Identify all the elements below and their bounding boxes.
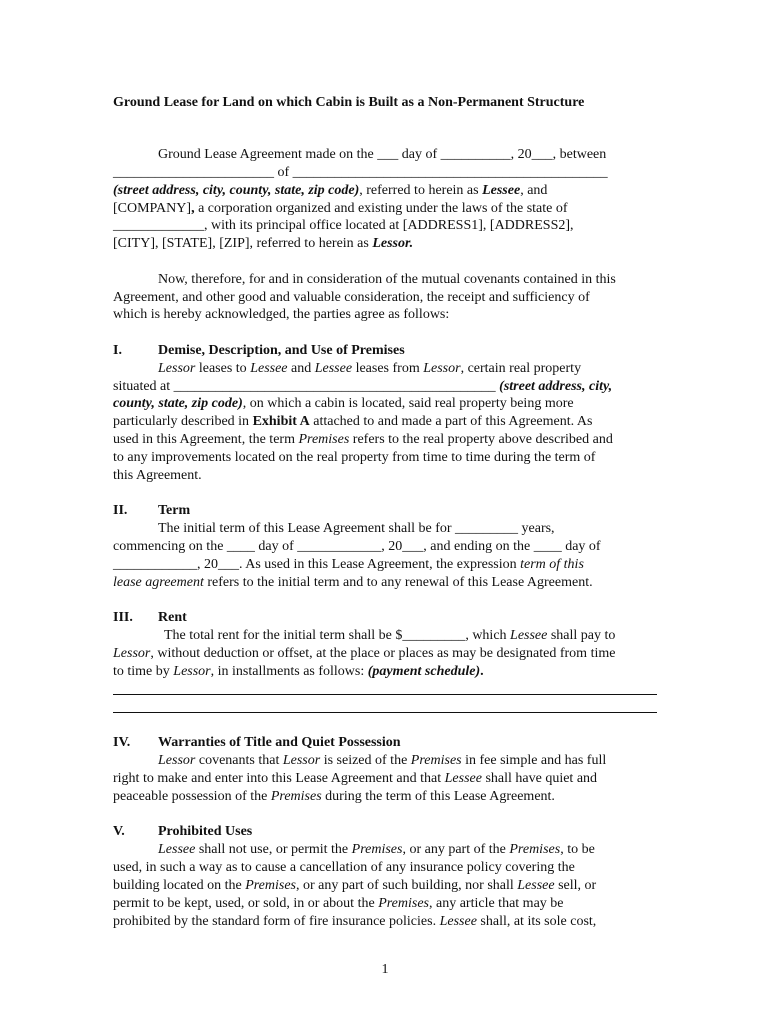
section-2-line-4: lease agreement refers to the initial term and to any renewal of this Lease Agreement. (113, 575, 593, 590)
section-3-line-1: The total rent for the initial term shall be $_________, which Lessee shall pay to (164, 628, 616, 643)
section-1-line-1: Lessor leases to Lessee and Lessee leases from Lessor, certain real property (158, 361, 582, 376)
section-5-number: V. (113, 824, 125, 839)
section-1-line-5: used in this Agreement, the term Premises refers to the real property above described and (113, 432, 613, 447)
intro-line-2: _______________________ of _____________________________________________ (113, 165, 608, 180)
now-line-2: Agreement, and other good and valuable consideration, the receipt and sufficiency of (113, 290, 590, 305)
intro-line-4: [COMPANY], a corporation organized and existing under the laws of the state of (113, 201, 568, 216)
now-line-3: which is hereby acknowledged, the parties agree as follows: (113, 307, 450, 322)
section-1-line-3: county, state, zip code), on which a cabin is located, said real property being more (113, 396, 574, 411)
intro-line-3: (street address, city, county, state, zip code), referred to herein as Lessee, and (113, 183, 548, 198)
intro-line-6: [CITY], [STATE], [ZIP], referred to herein as Lessor. (113, 236, 414, 251)
section-4-line-2: right to make and enter into this Lease Agreement and that Lessee shall have quiet and (113, 771, 598, 786)
section-2-line-1: The initial term of this Lease Agreement shall be for _________ years, (158, 521, 555, 536)
now-line-1: Now, therefore, for and in consideration of the mutual covenants contained in this (158, 272, 616, 287)
section-5-line-4: permit to be kept, used, or sold, in or about the Premises, any article that may be (113, 896, 564, 911)
intro-line-5: _____________, with its principal office located at [ADDRESS1], [ADDRESS2], (113, 218, 574, 233)
section-4-line-3: peaceable possession of the Premises during the term of this Lease Agreement. (113, 789, 555, 804)
section-1-heading: Demise, Description, and Use of Premises (158, 343, 405, 358)
section-2-line-2: commencing on the ____ day of ____________, 20___, and ending on the ____ day of (113, 539, 601, 554)
section-1-line-4: particularly described in Exhibit A attached to and made a part of this Agreement. As (113, 414, 593, 429)
section-5-line-2: used, in such a way as to cause a cancellation of any insurance policy covering the (113, 860, 575, 875)
section-2-line-3: ____________, 20___. As used in this Lease Agreement, the expression term of this (113, 557, 584, 572)
section-5-line-3: building located on the Premises, or any part of such building, nor shall Lessee sell, or (113, 878, 597, 893)
section-4-number: IV. (113, 735, 131, 750)
section-2-number: II. (113, 503, 128, 518)
section-5-line-1: Lessee shall not use, or permit the Premises, or any part of the Premises, to be (158, 842, 595, 857)
section-5-heading: Prohibited Uses (158, 824, 253, 839)
section-4-line-1: Lessor covenants that Lessor is seized of the Premises in fee simple and has full (158, 753, 607, 768)
document-title: Ground Lease for Land on which Cabin is Built as a Non-Permanent Structure (113, 95, 585, 110)
section-1-number: I. (113, 343, 122, 358)
section-3-heading: Rent (158, 610, 187, 625)
payment-schedule-blank-line-1 (113, 694, 657, 695)
section-2-heading: Term (158, 503, 191, 518)
section-1-line-6: to any improvements located on the real property from time to time during the term of (113, 450, 596, 465)
section-1-line-2: situated at ______________________________________________ (street address, city, (113, 379, 613, 394)
payment-schedule-blank-line-2 (113, 712, 657, 713)
section-4-heading: Warranties of Title and Quiet Possession (158, 735, 401, 750)
intro-line-1: Ground Lease Agreement made on the ___ day of __________, 20___, between (158, 147, 607, 162)
section-3-number: III. (113, 610, 133, 625)
section-1-line-7: this Agreement. (113, 468, 202, 483)
section-5-line-5: prohibited by the standard form of fire insurance policies. Lessee shall, at its sole cost, (113, 914, 597, 929)
section-3-line-3: to time by Lessor, in installments as follows: (payment schedule). (113, 664, 484, 679)
page-number: 1 (381, 962, 389, 977)
section-3-line-2: Lessor, without deduction or offset, at the place or places as may be designated from time (113, 646, 616, 661)
